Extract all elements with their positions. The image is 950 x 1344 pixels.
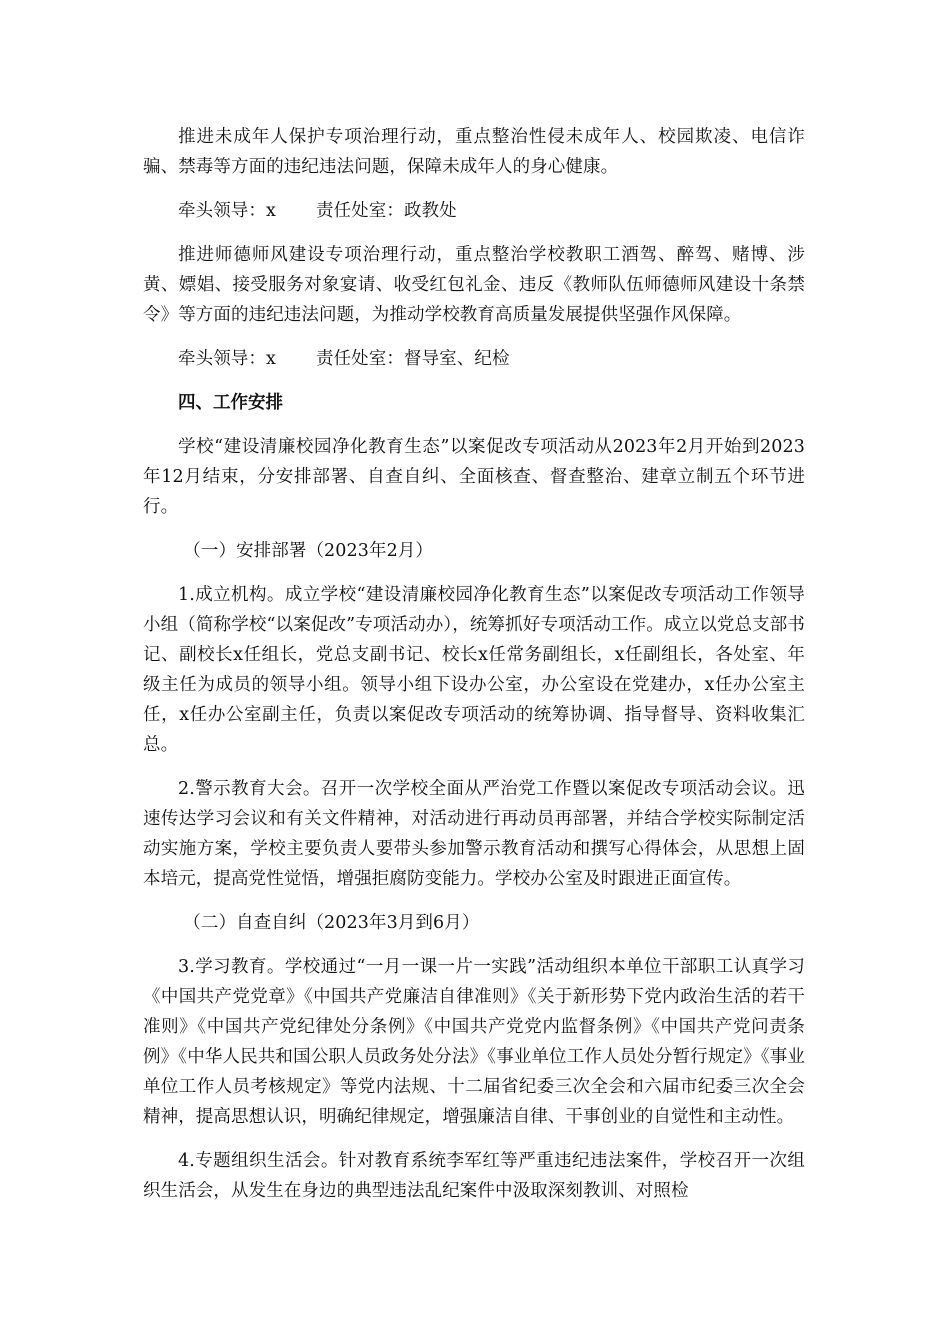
lead-leader-1: 牵头领导：x: [178, 201, 276, 221]
document-body: [143, 122, 805, 1206]
item-warning-education-meeting: 2.警示教育大会。召开一次学校全面从严治党工作暨以案促改专项活动会议。迅速传达学习会议和有关文件精神，对活动进行再动员再部署，并结合学校实际制定活动实施方案，学校主要负责人要带头参加警示教育活动和撰写心得体会，从思想上固本培元，提高党性觉悟，增强拒腐防变能力。学校办公室及时跟进正面宣传。: [143, 779, 805, 889]
lead-office-1: 责任处室：政教处: [315, 201, 457, 221]
paragraph-schedule-overview: 学校“建设清廉校园净化教育生态”以案促改专项活动从2023年2月开始到2023年12月结束，分安排部署、自查自纠、全面核查、督查整治、建章立制五个环节进行。: [143, 437, 805, 517]
lead-office-2: 责任处室：督导室、纪检: [315, 349, 510, 369]
item-establish-organization: 1.成立机构。成立学校“建设清廉校园净化教育生态”以案促改专项活动工作领导小组（简称学校“以案促改”专项活动办），统筹抓好专项活动工作。成立以党总支部书记、副校长x任组长，党总支副书记、校长x任常务副组长，x任副组长，各处室、年级主任为成员的领导小组。领导小组下设办公室，办公室设在党建办，x任办公室主任，x任办公室副主任，负责以案促改专项活动的统筹协调、指导督导、资料收集汇总。: [143, 585, 805, 755]
subheading-arrangement: （一）安排部署（2023年2月）: [183, 541, 434, 561]
item-organization-life-meeting: 4.专题组织生活会。针对教育系统李军红等严重违纪违法案件，学校召开一次组织生活会，从发生在身边的典型违法乱纪案件中汲取深刻教训、对照检: [143, 1151, 805, 1201]
lead-leader-2: 牵头领导：x: [178, 349, 276, 369]
paragraph-minor-protection: 推进未成年人保护专项治理行动，重点整治性侵未成年人、校园欺凌、电信诈骗、禁毒等方面的违纪违法问题，保障未成年人的身心健康。: [143, 127, 805, 177]
section-heading-work-arrangement: 四、工作安排: [178, 393, 283, 413]
paragraph-teacher-ethics: 推进师德师风建设专项治理行动，重点整治学校教职工酒驾、醉驾、赌博、涉黄、嫖娼、接受服务对象宴请、收受红包礼金、违反《教师队伍师德师风建设十条禁令》等方面的违纪违法问题，为推动学校教育高质量发展提供坚强作风保障。: [143, 245, 805, 325]
responsibility-line-2: [143, 344, 805, 374]
item-study-education: 3.学习教育。学校通过“一月一课一片一实践”活动组织本单位干部职工认真学习《中国共产党党章》《中国共产党廉洁自律准则》《关于新形势下党内政治生活的若干准则》《中国共产党纪律处分条例》《中国共产党党内监督条例》《中国共产党问责条例》《中华人民共和国公职人员政务处分法》《事业单位工作人员处分暂行规定》《事业单位工作人员考核规定》等党内法规、十二届省纪委三次全会和六届市纪委三次全会精神，提高思想认识，明确纪律规定，增强廉洁自律、干事创业的自觉性和主动性。: [143, 957, 805, 1127]
subheading-self-inspection: （二）自查自纠（2023年3月到6月）: [183, 913, 480, 933]
responsibility-line-1: [143, 196, 805, 226]
